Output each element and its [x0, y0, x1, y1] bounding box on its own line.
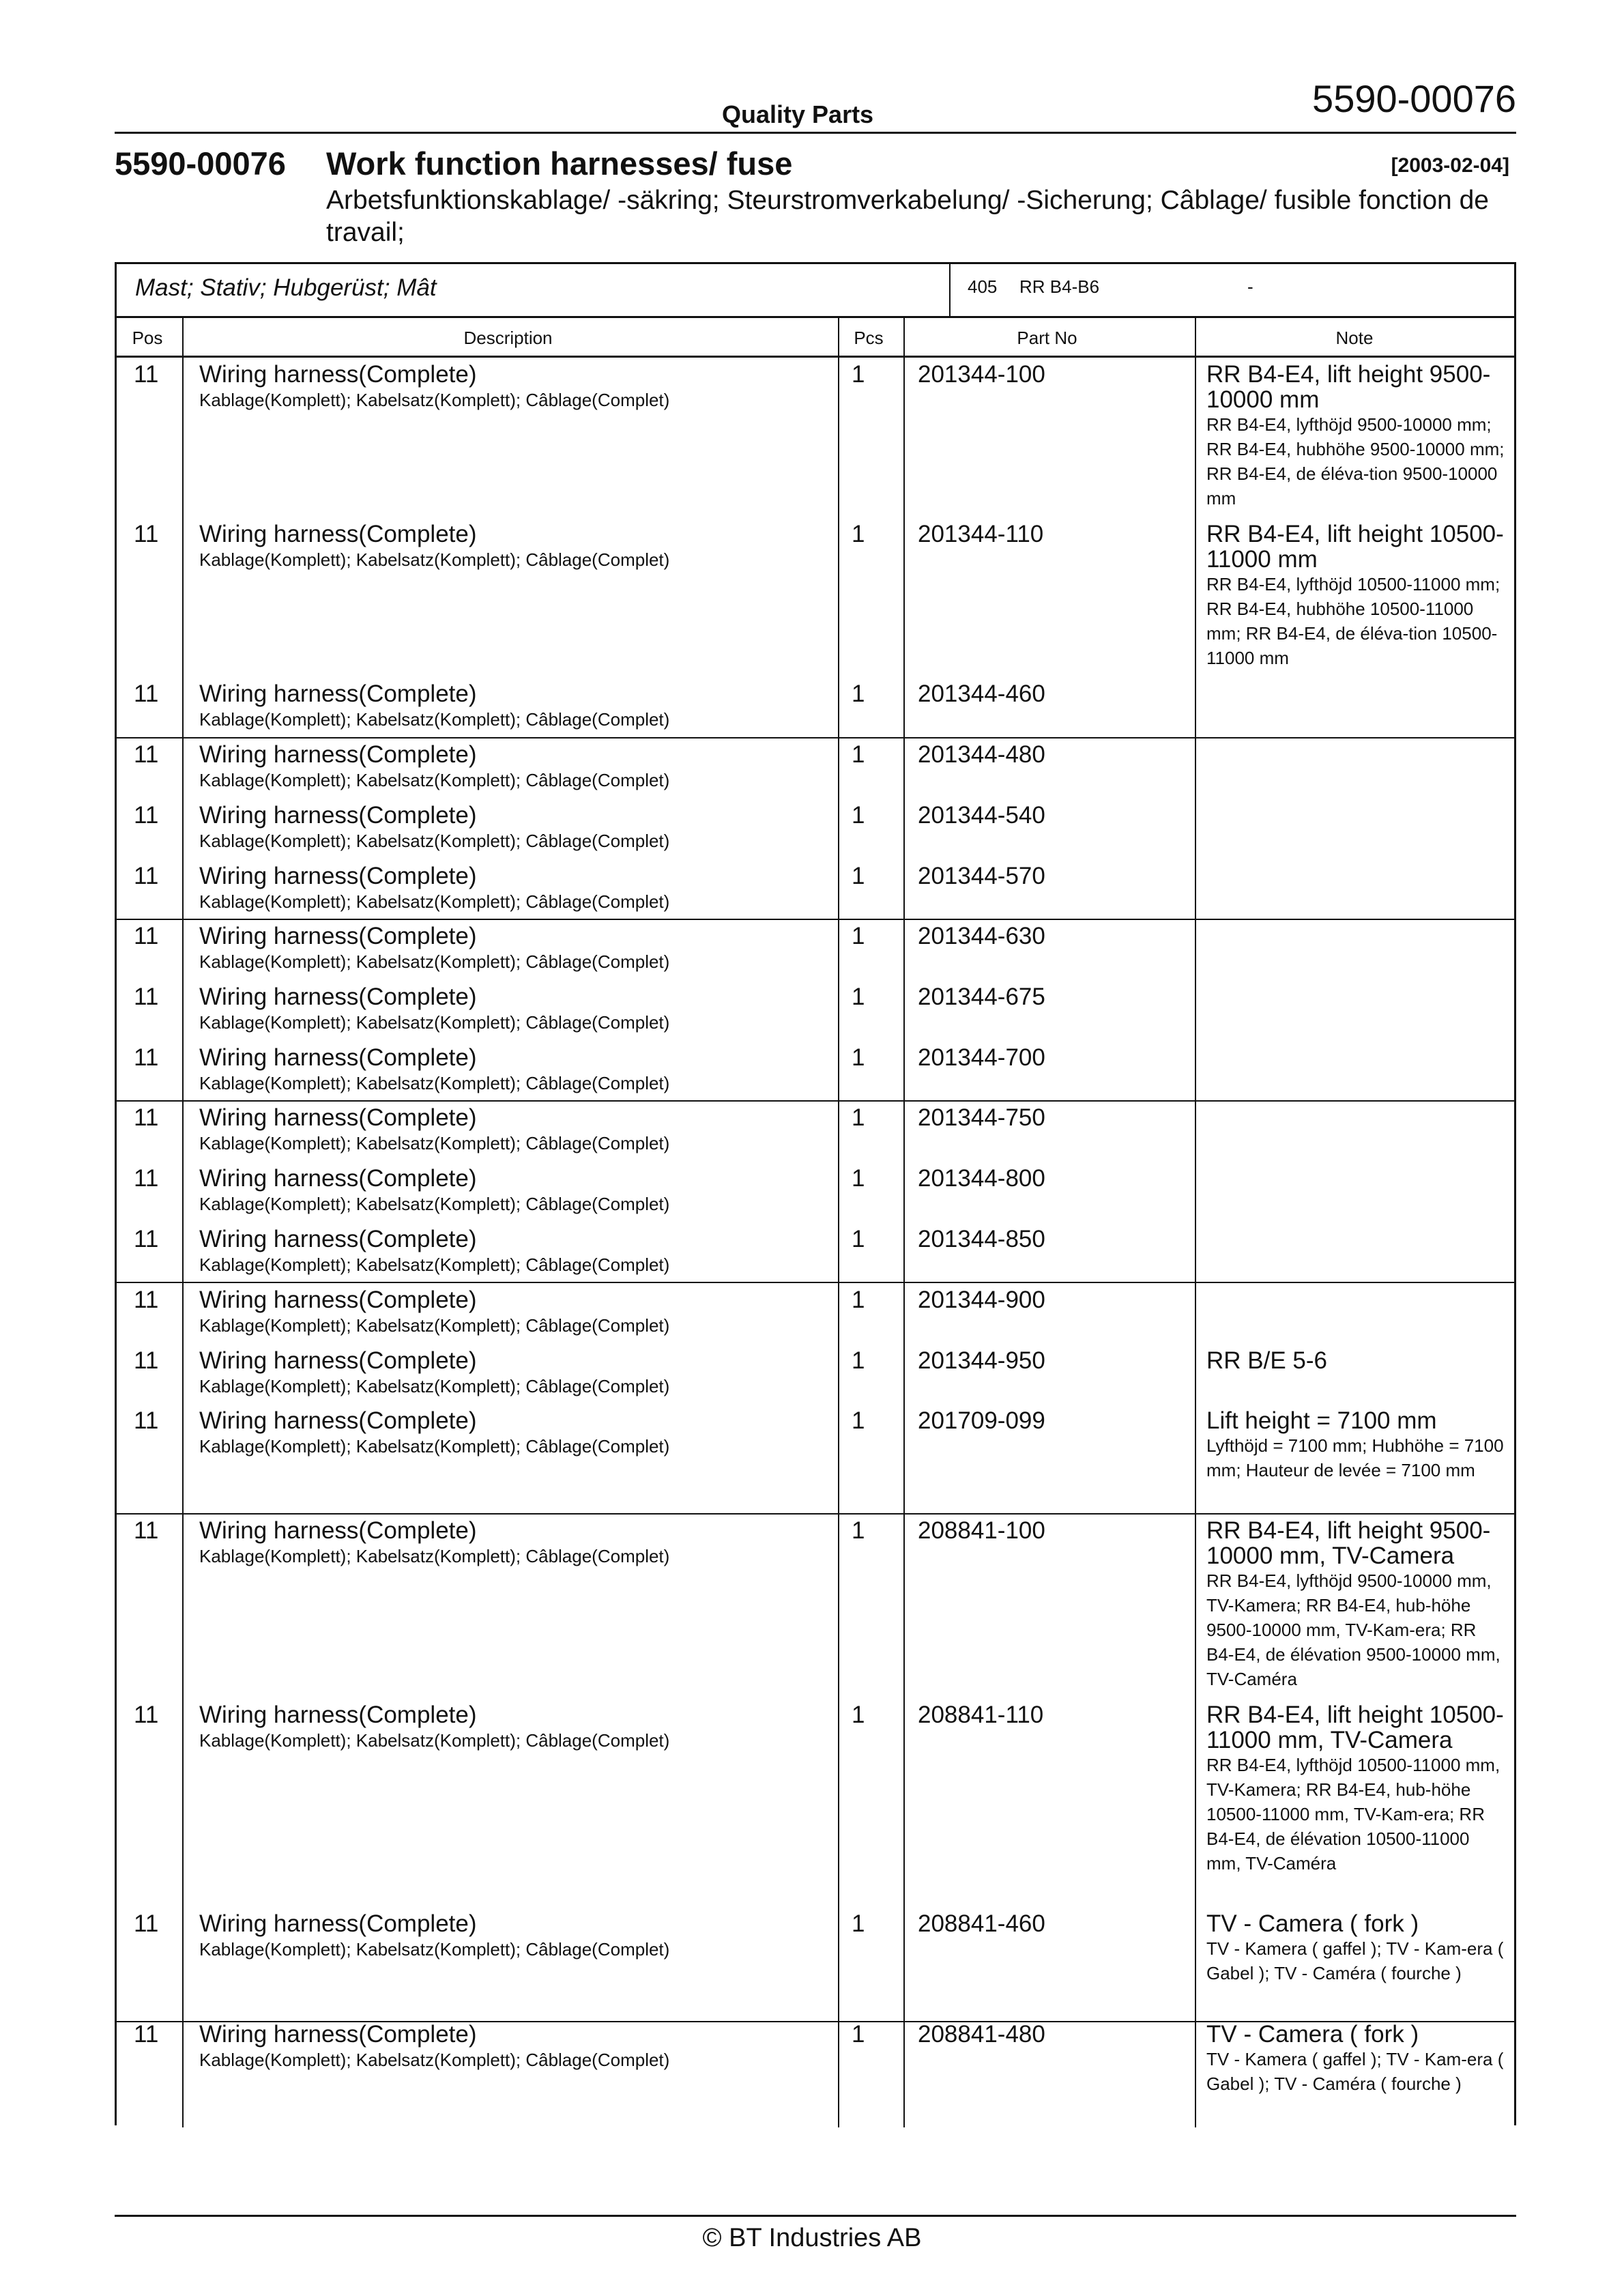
row-pos: 11: [134, 802, 159, 829]
row-pcs: 1: [852, 680, 865, 707]
row-pos: 11: [134, 923, 159, 949]
row-pos: 11: [134, 1407, 159, 1434]
row-pcs: 1: [852, 741, 865, 768]
section-dash: -: [1247, 276, 1253, 297]
row-part-no: 201344-700: [918, 1044, 1045, 1071]
row-part-no: 201344-750: [918, 1104, 1045, 1131]
section-title: Mast; Stativ; Hubgerüst; Mât: [135, 274, 437, 301]
row-part-no: 201344-480: [918, 741, 1045, 768]
row-pcs: 1: [852, 2021, 865, 2048]
row-translation: Kablage(Komplett); Kabelsatz(Komplett); Câblage(Complet): [199, 1012, 670, 1033]
row-pos: 11: [134, 521, 159, 547]
row-translation: Kablage(Komplett); Kabelsatz(Komplett); Câblage(Complet): [199, 1133, 670, 1153]
section-rule: [117, 316, 1516, 318]
row-pos: 11: [134, 984, 159, 1010]
row-translation: Kablage(Komplett); Kabelsatz(Komplett); Câblage(Complet): [199, 1376, 670, 1396]
row-part-no: 208841-480: [918, 2021, 1045, 2048]
row-pos: 11: [134, 863, 159, 889]
row-note: Lift height = 7100 mm: [1206, 1407, 1437, 1434]
row-note: RR B4-E4, lift height 10500-11000 mm, TV-Camera: [1206, 1702, 1504, 1753]
col-divider-pcs: [903, 317, 905, 2127]
row-pos: 11: [134, 1044, 159, 1071]
row-pcs: 1: [852, 1517, 865, 1544]
row-translation: Kablage(Komplett); Kabelsatz(Komplett); Câblage(Complet): [199, 951, 670, 972]
row-part-no: 201344-630: [918, 923, 1045, 949]
row-note-translation: TV - Kamera ( gaffel ); TV - Kam-era ( Gabel ); TV - Caméra ( fourche ): [1206, 2049, 1504, 2094]
row-note-translation: RR B4-E4, lyfthöjd 9500-10000 mm, TV-Kamera; RR B4-E4, hub-höhe 9500-10000 mm, TV-Kam-era; RR B4-E4, de élévation 9500-10000 mm, TV-Caméra: [1206, 1570, 1500, 1689]
row-description: Wiring harness(Complete): [199, 2021, 477, 2048]
row-description: Wiring harness(Complete): [199, 1044, 477, 1071]
section-model: RR B4-B6: [1019, 276, 1100, 297]
row-pcs: 1: [852, 923, 865, 949]
row-translation: Kablage(Komplett); Kabelsatz(Komplett); Câblage(Complet): [199, 1194, 670, 1214]
row-pos: 11: [134, 1226, 159, 1252]
row-description: Wiring harness(Complete): [199, 863, 477, 889]
row-translation: Kablage(Komplett); Kabelsatz(Komplett); Câblage(Complet): [199, 1073, 670, 1093]
header-quality-parts: Quality Parts: [722, 100, 874, 128]
row-pos: 11: [134, 2021, 159, 2048]
row-pcs: 1: [852, 1104, 865, 1131]
row-part-no: 201709-099: [918, 1407, 1045, 1434]
col-header-part-no: Part No: [1017, 328, 1077, 348]
doc-title: Work function harnesses/ fuse: [326, 145, 793, 182]
row-description: Wiring harness(Complete): [199, 1702, 477, 1728]
row-part-no: 201344-675: [918, 984, 1045, 1010]
group-rule: [117, 1282, 1516, 1283]
header-doc-number: 5590-00076: [1312, 77, 1516, 120]
row-translation: Kablage(Komplett); Kabelsatz(Komplett); Câblage(Complet): [199, 1315, 670, 1336]
row-description: Wiring harness(Complete): [199, 741, 477, 768]
row-translation: Kablage(Komplett); Kabelsatz(Komplett); Câblage(Complet): [199, 1436, 670, 1456]
row-description: Wiring harness(Complete): [199, 1347, 477, 1374]
column-header-rule: [117, 356, 1516, 358]
row-pcs: 1: [852, 1347, 865, 1374]
header-rule: [115, 132, 1516, 134]
row-description: Wiring harness(Complete): [199, 521, 477, 547]
row-translation: Kablage(Komplett); Kabelsatz(Komplett); Câblage(Complet): [199, 1254, 670, 1275]
footer-rule: [115, 2215, 1516, 2217]
row-pos: 11: [134, 680, 159, 707]
row-description: Wiring harness(Complete): [199, 1287, 477, 1313]
row-translation: Kablage(Komplett); Kabelsatz(Komplett); Câblage(Complet): [199, 2050, 670, 2070]
row-note: RR B4-E4, lift height 9500-10000 mm, TV-Camera: [1206, 1517, 1491, 1569]
footer-copyright: © BT Industries AB: [702, 2224, 922, 2252]
row-part-no: 201344-570: [918, 863, 1045, 889]
col-header-pcs: Pcs: [854, 328, 884, 348]
row-note: RR B4-E4, lift height 10500-11000 mm: [1206, 521, 1504, 573]
col-divider-desc: [838, 317, 839, 2127]
row-pos: 11: [134, 1910, 159, 1937]
row-note-translation: Lyfthöjd = 7100 mm; Hubhöhe = 7100 mm; Hauteur de levée = 7100 mm: [1206, 1435, 1504, 1480]
row-pcs: 1: [852, 1165, 865, 1192]
group-rule: [117, 919, 1516, 920]
row-description: Wiring harness(Complete): [199, 1910, 477, 1937]
row-note: RR B4-E4, lift height 9500-10000 mm: [1206, 361, 1491, 413]
group-rule: [117, 1513, 1516, 1515]
row-description: Wiring harness(Complete): [199, 984, 477, 1010]
row-pos: 11: [134, 1165, 159, 1192]
group-rule: [117, 1100, 1516, 1102]
row-pcs: 1: [852, 802, 865, 829]
row-part-no: 201344-800: [918, 1165, 1045, 1192]
row-translation: Kablage(Komplett); Kabelsatz(Komplett); Câblage(Complet): [199, 1730, 670, 1751]
row-description: Wiring harness(Complete): [199, 1226, 477, 1252]
row-translation: Kablage(Komplett); Kabelsatz(Komplett); Câblage(Complet): [199, 770, 670, 790]
row-pcs: 1: [852, 1226, 865, 1252]
row-note: TV - Camera ( fork ): [1206, 1910, 1419, 1937]
row-description: Wiring harness(Complete): [199, 680, 477, 707]
row-pcs: 1: [852, 1287, 865, 1313]
row-note-translation: RR B4-E4, lyfthöjd 9500-10000 mm; RR B4-E4, hubhöhe 9500-10000 mm; RR B4-E4, de éléva-tion 9500-10000 mm: [1206, 414, 1505, 508]
row-part-no: 201344-950: [918, 1347, 1045, 1374]
row-translation: Kablage(Komplett); Kabelsatz(Komplett); Câblage(Complet): [199, 1939, 670, 1960]
row-description: Wiring harness(Complete): [199, 802, 477, 829]
row-note-translation: TV - Kamera ( gaffel ); TV - Kam-era ( Gabel ); TV - Caméra ( fourche ): [1206, 1938, 1504, 1983]
row-translation: Kablage(Komplett); Kabelsatz(Komplett); Câblage(Complet): [199, 891, 670, 912]
col-header-note: Note: [1335, 328, 1374, 348]
section-divider: [949, 264, 951, 317]
row-note: TV - Camera ( fork ): [1206, 2021, 1419, 2048]
col-header-description: Description: [463, 328, 553, 348]
row-part-no: 208841-460: [918, 1910, 1045, 1937]
row-pos: 11: [134, 1702, 159, 1728]
row-pos: 11: [134, 361, 159, 388]
col-divider-part: [1195, 317, 1196, 2127]
row-translation: Kablage(Komplett); Kabelsatz(Komplett); Câblage(Complet): [199, 1546, 670, 1566]
doc-date: [2003-02-04]: [1391, 154, 1509, 177]
section-code: 405: [968, 276, 998, 297]
row-translation: Kablage(Komplett); Kabelsatz(Komplett); Câblage(Complet): [199, 390, 670, 410]
row-part-no: 201344-100: [918, 361, 1045, 388]
row-pos: 11: [134, 1517, 159, 1544]
doc-subtitle: Arbetsfunktionskablage/ -säkring; Steurstromverkabelung/ -Sicherung; Câblage/ fusible fonction de travail;: [326, 186, 1489, 247]
row-pcs: 1: [852, 984, 865, 1010]
row-pos: 11: [134, 1287, 159, 1313]
row-part-no: 201344-850: [918, 1226, 1045, 1252]
row-pcs: 1: [852, 1044, 865, 1071]
row-description: Wiring harness(Complete): [199, 1407, 477, 1434]
row-pcs: 1: [852, 1702, 865, 1728]
row-pcs: 1: [852, 863, 865, 889]
row-translation: Kablage(Komplett); Kabelsatz(Komplett); Câblage(Complet): [199, 831, 670, 851]
row-description: Wiring harness(Complete): [199, 361, 477, 388]
row-pos: 11: [134, 1347, 159, 1374]
row-pos: 11: [134, 1104, 159, 1131]
row-pcs: 1: [852, 521, 865, 547]
row-description: Wiring harness(Complete): [199, 1104, 477, 1131]
row-pcs: 1: [852, 361, 865, 388]
doc-code: 5590-00076: [115, 145, 286, 182]
row-part-no: 208841-110: [918, 1702, 1044, 1728]
row-pcs: 1: [852, 1910, 865, 1937]
col-divider-pos: [182, 317, 184, 2127]
row-part-no: 201344-460: [918, 680, 1045, 707]
col-header-pos: Pos: [132, 328, 163, 348]
row-pcs: 1: [852, 1407, 865, 1434]
row-translation: Kablage(Komplett); Kabelsatz(Komplett); Câblage(Complet): [199, 549, 670, 570]
row-pos: 11: [134, 741, 159, 768]
group-rule: [117, 737, 1516, 738]
row-description: Wiring harness(Complete): [199, 1165, 477, 1192]
row-note: RR B/E 5-6: [1206, 1347, 1327, 1374]
row-part-no: 201344-110: [918, 521, 1044, 547]
row-description: Wiring harness(Complete): [199, 923, 477, 949]
row-translation: Kablage(Komplett); Kabelsatz(Komplett); Câblage(Complet): [199, 709, 670, 730]
row-note-translation: RR B4-E4, lyfthöjd 10500-11000 mm; RR B4-E4, hubhöhe 10500-11000 mm; RR B4-E4, de éléva-tion 10500-11000 mm: [1206, 574, 1500, 668]
row-note-translation: RR B4-E4, lyfthöjd 10500-11000 mm, TV-Kamera; RR B4-E4, hub-höhe 10500-11000 mm, TV-Kam-era; RR B4-E4, de élévation 10500-11000 mm, TV-Caméra: [1206, 1755, 1500, 1874]
row-part-no: 208841-100: [918, 1517, 1045, 1544]
row-part-no: 201344-540: [918, 802, 1045, 829]
row-description: Wiring harness(Complete): [199, 1517, 477, 1544]
row-part-no: 201344-900: [918, 1287, 1045, 1313]
